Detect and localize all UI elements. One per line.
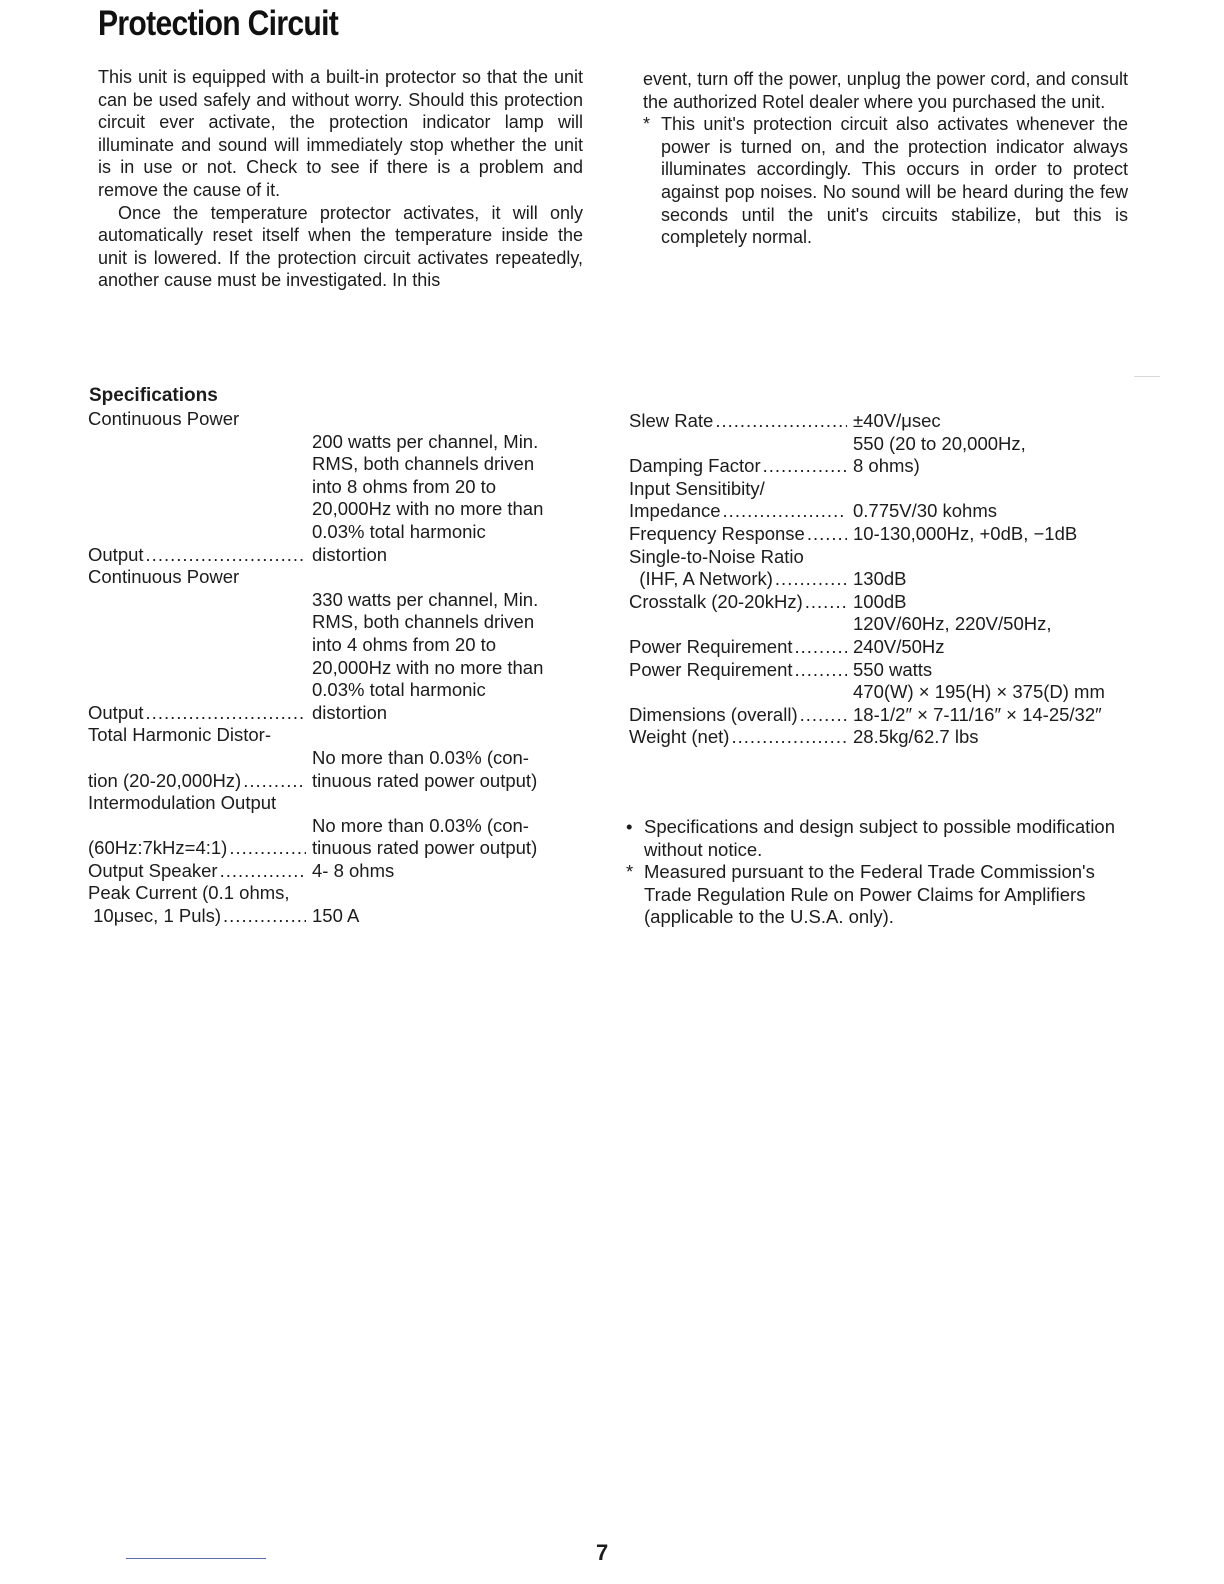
page-number: 7	[596, 1540, 609, 1565]
note-ftc-text: Measured pursuant to the Federal Trade Commission's Trade Regulation Rule on Power Claims for Amplifiers (applicable to the U.S.A. only).	[644, 861, 1095, 928]
protection-right-column	[643, 68, 1128, 249]
spec-label-prefix: Continuous Power	[88, 408, 240, 429]
spec-label	[629, 591, 853, 614]
spec-label	[629, 433, 853, 478]
spec-label-text: Weight (net)	[629, 726, 730, 748]
asterisk-mark: *	[626, 861, 634, 883]
spec-label	[629, 523, 853, 546]
spec-leader-dots	[795, 659, 848, 682]
protection-paragraph-2: Once the temperature protector activates, it will only automatically reset itself when the temperature inside the unit is lowered. If the protection circuit activates repeatedly, another cause must be investigated. In this	[98, 202, 583, 291]
note-asterisk: *	[643, 114, 651, 135]
protection-paragraph-3: event, turn off the power, unplug the power cord, and consult the authorized Rotel dealer where you purchased the unit.	[643, 69, 1128, 112]
note-modification-text: Specifications and design subject to possible modification without notice.	[644, 816, 1116, 860]
spec-leader-dots	[763, 455, 847, 478]
spec-label	[629, 681, 853, 726]
spec-label-text: (IHF, A Network)	[629, 568, 773, 590]
spec-label-text: Power Requirement	[629, 658, 793, 680]
spec-value: 28.5kg/62.7 lbs	[853, 726, 979, 748]
spec-label	[629, 613, 853, 658]
spec-value: 150 A	[312, 905, 360, 927]
spec-leader-dots	[229, 837, 306, 860]
protection-note-text: This unit's protection circuit also activates whenever the power is turned on, and the protection indicator always illuminates accordingly. This occurs in order to protect against pop noises. No sound will be heard during the few seconds until the unit's circuits stabilize, but this is completely normal.	[661, 114, 1128, 248]
spec-label-text: Impedance	[629, 500, 721, 522]
spec-label-text: Dimensions (overall)	[629, 703, 798, 725]
spec-label-text: Output	[88, 701, 144, 723]
spec-label-text: Damping Factor	[629, 455, 761, 477]
spec-label-text: Power Requirement	[629, 635, 793, 657]
spec-leader-dots	[223, 905, 306, 928]
spec-leader-dots	[775, 568, 847, 591]
spec-label	[88, 815, 312, 860]
specifications-left-table	[88, 408, 582, 928]
spec-leader-dots	[805, 591, 847, 614]
spec-value: No more than 0.03% (con- tinuous rated power output)	[312, 814, 538, 859]
spec-value: 10-130,000Hz, +0dB, −1dB	[853, 522, 1078, 544]
spec-label-prefix: Continuous Power	[88, 566, 240, 588]
page-title: Protection Circuit	[98, 4, 339, 43]
protection-note	[643, 113, 1128, 249]
spec-label-prefix: Total Harmonic Distor-	[88, 724, 271, 746]
footer-rule	[126, 1558, 266, 1559]
bullet-mark: •	[626, 816, 633, 837]
spec-label-text: Output Speaker	[88, 859, 218, 881]
specifications-right-table	[629, 410, 1143, 749]
spec-label	[88, 589, 312, 725]
spec-leader-dots	[731, 726, 847, 749]
spec-label	[88, 431, 312, 567]
stray-mark	[1134, 376, 1160, 377]
spec-value: 0.775V/30 kohms	[853, 500, 997, 522]
spec-leader-dots	[723, 500, 847, 523]
spec-value: 120V/60Hz, 220V/50Hz, 240V/50Hz	[853, 613, 1052, 657]
protection-left-column	[98, 66, 583, 292]
spec-value: 550 (20 to 20,000Hz, 8 ohms)	[853, 432, 1026, 477]
specifications-heading: Specifications	[89, 385, 218, 406]
spec-leader-dots	[146, 702, 306, 725]
spec-value: ±40V/μsec	[853, 410, 941, 431]
spec-label-prefix: Intermodulation Output	[88, 792, 277, 814]
spec-label-text: tion (20-20,000Hz)	[88, 769, 242, 791]
spec-value: 200 watts per channel, Min. RMS, both channels driven into 8 ohms from 20 to 20,000Hz with no more than 0.03% total harmonic distortion	[312, 430, 544, 565]
spec-label	[629, 659, 853, 682]
protection-paragraph-1: This unit is equipped with a built-in protector so that the unit can be used safely and without worry. Should this protection circuit ever activate, the protection indicator lamp will illuminate and sound will immediately stop whether the unit is in use or not. Check to see if there is a problem and remove the cause of it.	[98, 67, 583, 200]
note-ftc	[626, 861, 1116, 929]
specification-notes	[626, 816, 1116, 929]
spec-leader-dots	[243, 770, 306, 793]
spec-value: 130dB	[853, 568, 907, 590]
spec-value: No more than 0.03% (con- tinuous rated power output)	[312, 746, 538, 791]
spec-label-text: Output	[88, 543, 144, 565]
spec-value: 470(W) × 195(H) × 375(D) mm 18-1/2″ × 7-11/16″ × 14-25/32″	[853, 681, 1105, 725]
spec-label-text: Slew Rate	[629, 410, 714, 431]
spec-label	[629, 500, 853, 523]
spec-value: 4- 8 ohms	[312, 859, 395, 881]
spec-label	[88, 860, 312, 883]
spec-label-prefix: Single-to-Noise Ratio	[629, 545, 804, 567]
spec-label	[629, 568, 853, 591]
note-modification	[626, 816, 1116, 861]
spec-label	[629, 726, 853, 749]
spec-leader-dots	[800, 704, 847, 727]
spec-label	[88, 905, 312, 928]
spec-label-text: 10μsec, 1 Puls)	[88, 905, 222, 927]
spec-label-text: Crosstalk (20-20kHz)	[629, 590, 803, 612]
spec-leader-dots	[795, 636, 848, 659]
spec-label-prefix: Peak Current (0.1 ohms,	[88, 882, 290, 904]
spec-label-prefix: Input Sensitibity/	[629, 477, 765, 499]
spec-value: 100dB	[853, 590, 907, 612]
spec-leader-dots	[715, 410, 847, 433]
spec-leader-dots	[146, 544, 306, 567]
spec-leader-dots	[807, 523, 847, 546]
spec-label	[88, 747, 312, 792]
spec-label	[629, 410, 853, 433]
spec-value: 550 watts	[853, 658, 933, 680]
spec-leader-dots	[220, 860, 306, 883]
spec-value: 330 watts per channel, Min. RMS, both channels driven into 4 ohms from 20 to 20,000Hz with no more than 0.03% total harmonic distortion	[312, 588, 544, 723]
spec-label-text: (60Hz:7kHz=4:1)	[88, 837, 228, 859]
spec-label-text: Frequency Response	[629, 522, 805, 544]
